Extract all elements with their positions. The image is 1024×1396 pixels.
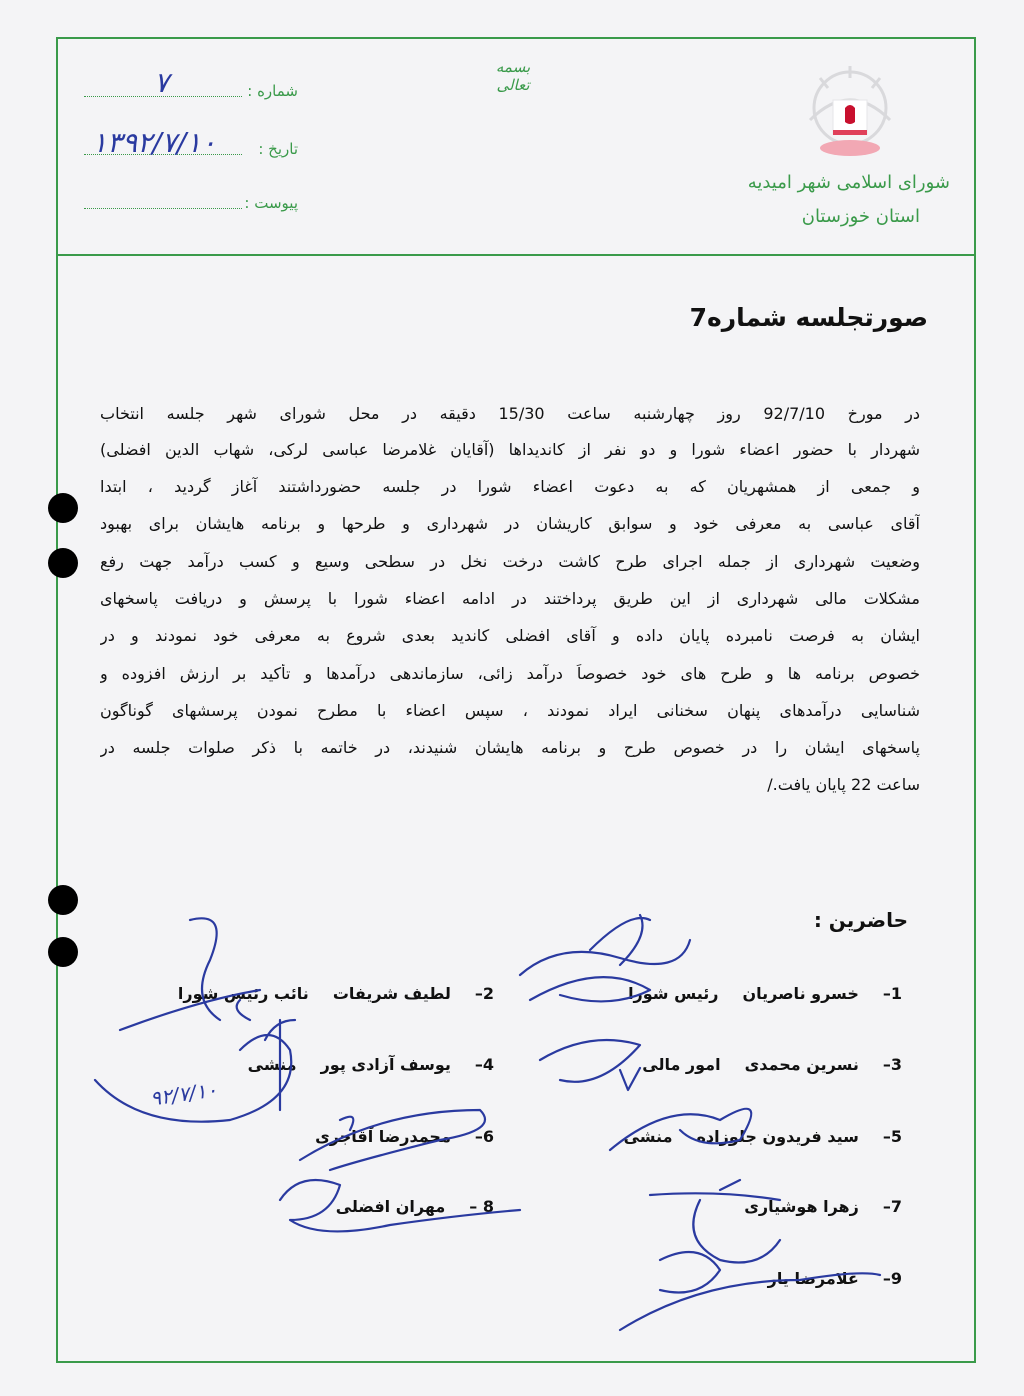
org-name: شورای اسلامی شهر امیدیه — [747, 172, 950, 193]
member-number: 2– — [474, 983, 494, 1003]
signature-mark — [620, 1252, 880, 1330]
paragraph-line: در مورخ 92/7/10 روز چهارشنبه ساعت 15/30 دقیقه در محل شورای شهر جلسه انتخاب — [100, 404, 920, 423]
member-name: یوسف آزادی پور — [320, 1054, 451, 1074]
member-role: منشی — [247, 1054, 297, 1074]
member-number: 5– — [882, 1126, 902, 1146]
attachment-label: پیوست : — [244, 194, 298, 212]
signature-date: ۹۲/۷/۱۰ — [148, 1077, 219, 1111]
member-role: نائب رئیس شورا — [177, 983, 309, 1003]
member-role: امور مالی — [642, 1054, 721, 1074]
date-label: تاریخ : — [258, 140, 298, 158]
page-title: صورتجلسه شماره7 — [689, 303, 928, 332]
basmala: بسمه تعالی — [495, 58, 531, 94]
member-role: رئیس شورا — [628, 983, 719, 1003]
member-name: غلامرضا یار — [767, 1268, 859, 1288]
number-label: شماره : — [247, 82, 298, 100]
member-number: 1– — [882, 983, 902, 1003]
paragraph-line: مشکلات مالی شهرداری از این طریق پرداختند در ادامه اعضاء شورا با پرسش و دریافت پاسخهای — [100, 589, 920, 608]
paragraph-line: و جمعی از همشهریان که به دعوت اعضاء شورا در جلسه حضورداشتند آغاز گردید ، ابتدا — [100, 477, 920, 496]
signature-mark — [540, 1040, 640, 1090]
member-name: زهرا هوشیاری — [744, 1196, 859, 1216]
date-value: ۱۳۹۲/۷/۱۰ — [92, 126, 217, 159]
paragraph-line: پاسخهای ایشان را در خصوص طرح و برنامه هایشان شنیدند، در خاتمه با ذکر صلوات جلسه در — [100, 738, 920, 757]
member-number: 8 – — [469, 1196, 494, 1216]
paragraph-line: ساعت 22 پایان یافت./ — [767, 775, 920, 794]
signature-mark — [300, 1110, 485, 1170]
member-name: لطیف شریفات — [332, 983, 451, 1003]
member-number: 9– — [882, 1268, 902, 1288]
member-number: 4– — [474, 1054, 494, 1074]
attendees-label: حاضرین : — [813, 908, 908, 932]
member-role: منشی — [623, 1126, 673, 1146]
paragraph-line: ایشان به فرصت نامبرده پایان داده و آقای افضلی کاندید بعدی شروع به معرفی خود نمودند و در — [100, 626, 920, 645]
member-number: 3– — [882, 1054, 902, 1074]
paragraph-line: شناسایی درآمدهای پنهان سخنانی ایراد نمودند ، سپس اعضاء با مطرح نمودن پرسشهای گوناگون — [100, 701, 920, 720]
member-name: مهران افضلی — [335, 1196, 446, 1216]
number-value: ۷ — [154, 66, 170, 99]
paragraph-line: شهردار با حضور اعضاء شورا و دو نفر از کاندیداها (آقایان غلامرضا عباسی لرکی، شهاب الدین افضلی) — [100, 440, 920, 459]
member-name: خسرو ناصریان — [742, 983, 859, 1003]
signature-mark — [280, 1180, 520, 1231]
signature-mark — [520, 915, 690, 1001]
member-number: 7– — [882, 1196, 902, 1216]
org-province: استان خوزستان — [801, 206, 920, 227]
signature-mark — [95, 1020, 295, 1122]
member-number: 6– — [474, 1126, 494, 1146]
member-name: سید فریدون جلوزاده — [696, 1126, 859, 1146]
paragraph-line: خصوص برنامه ها و طرح های خود خصوصاً درآمد زائی، سازماندهی درآمدها و تأکید بر ارزش افزوده و — [100, 664, 920, 683]
paragraph-line: وضعیت شهرداری از جمله اجرای طرح کاشت درخت نخل در سطحی وسیع و کسب درآمد جهت رفع — [100, 552, 920, 571]
member-name: نسرین محمدی — [744, 1054, 859, 1074]
signature-mark — [120, 918, 260, 1030]
paragraph-line: آقای عباسی به معرفی خود و سوابق کاریشان در شهرداری و طرحها و برنامه هایشان برای بهبود — [100, 514, 920, 533]
signature-mark — [610, 1109, 751, 1150]
signature-mark — [650, 1180, 780, 1263]
member-name: محمدرضا آقاجری — [315, 1126, 451, 1146]
